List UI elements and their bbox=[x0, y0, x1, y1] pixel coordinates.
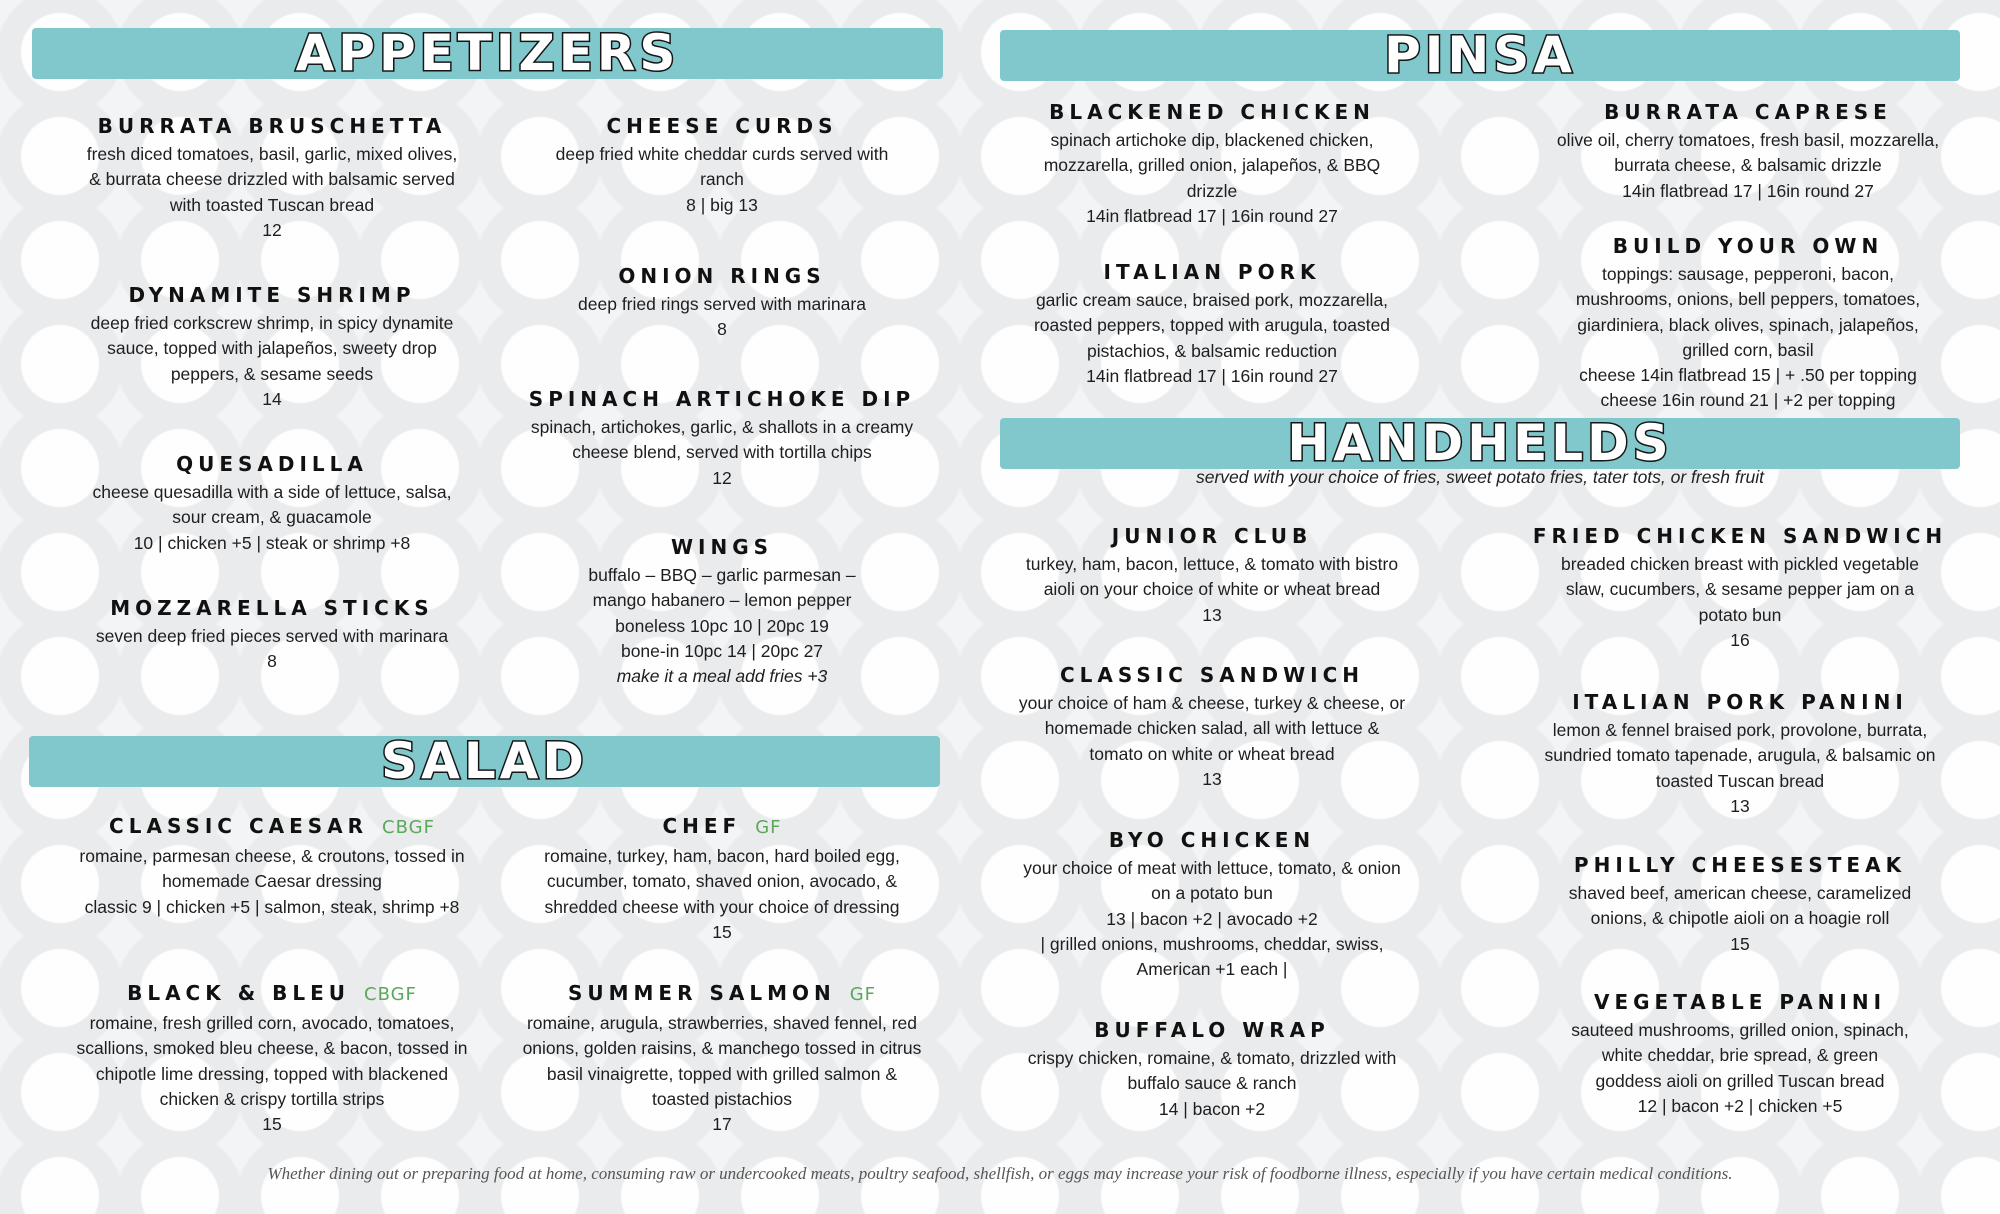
handhelds-item bbox=[1520, 688, 1960, 819]
item-description-line: toppings: sausage, pepperoni, bacon, bbox=[1602, 264, 1894, 284]
salad-item bbox=[52, 812, 492, 920]
item-description-line: & burrata cheese drizzled with balsamic served bbox=[89, 169, 455, 190]
item-name bbox=[1520, 522, 1960, 550]
item-name-text: ONION RINGS bbox=[618, 264, 826, 288]
item-description-line: seven deep fried pieces served with marinara bbox=[95, 626, 449, 646]
item-description-line: onions, golden raisins, & manchego tossed in citrus bbox=[522, 1038, 922, 1059]
item-description-line: turkey, ham, bacon, lettuce, & tomato with bistro bbox=[1025, 554, 1399, 574]
appetizers-item bbox=[502, 262, 942, 343]
item-name-text: WINGS bbox=[670, 535, 774, 559]
item-name-text: ITALIAN PORK PANINI bbox=[1572, 690, 1908, 714]
item-name-text: BLACKENED CHICKEN bbox=[1049, 100, 1375, 124]
item-name bbox=[992, 661, 1432, 689]
item-name bbox=[1520, 851, 1960, 879]
item-description-line: bone-in 10pc 14 | 20pc 27 bbox=[620, 640, 824, 661]
salad-item bbox=[502, 979, 942, 1137]
appetizers-item bbox=[52, 594, 492, 675]
item-description-line: 14in flatbread 17 | 16in round 27 bbox=[1086, 365, 1338, 386]
diet-tag: CBGF bbox=[382, 817, 435, 838]
appetizers-item bbox=[502, 112, 942, 218]
item-name bbox=[992, 522, 1432, 550]
item-description-line: chipotle lime dressing, topped with blackened bbox=[95, 1063, 449, 1084]
item-description-line: drizzle bbox=[1186, 180, 1238, 201]
item-name-text: PHILLY CHEESESTEAK bbox=[1573, 853, 1907, 877]
item-description-line: burrata cheese, & balsamic drizzle bbox=[1614, 155, 1882, 176]
item-name-text: VEGETABLE PANINI bbox=[1593, 990, 1887, 1014]
item-name-text: BURRATA CAPRESE bbox=[1604, 100, 1892, 124]
item-description-line: on a potato bun bbox=[1151, 883, 1273, 904]
item-description-line: with toasted Tuscan bread bbox=[169, 194, 375, 215]
item-description-line: roasted peppers, topped with arugula, toasted bbox=[1033, 315, 1391, 336]
item-description-line: mushrooms, onions, bell peppers, tomatoes, bbox=[1575, 289, 1921, 310]
item-description-line: American +1 each | bbox=[1136, 959, 1288, 980]
item-description-line: your choice of meat with lettuce, tomato, & onion bbox=[1023, 858, 1401, 878]
item-name-text: ITALIAN PORK bbox=[1103, 260, 1321, 284]
item-description-line: breaded chicken breast with pickled vegetable bbox=[1561, 554, 1919, 574]
item-name-text: BUILD YOUR OWN bbox=[1612, 234, 1884, 258]
food-safety-disclaimer: Whether dining out or preparing food at home, consuming raw or undercooked meats, poultry seafood, shellfish, or eggs may increase your risk of foodborne illness, especially if you have certain medical conditions. bbox=[267, 1164, 1733, 1183]
item-description-line: 15 bbox=[712, 921, 732, 942]
item-name bbox=[502, 385, 942, 413]
item-name bbox=[992, 258, 1432, 286]
item-description-line: deep fried white cheddar curds served with bbox=[555, 144, 889, 164]
item-name bbox=[52, 812, 492, 842]
item-description-line: olive oil, cherry tomatoes, fresh basil, mozzarella, bbox=[1556, 130, 1940, 150]
handhelds-banner bbox=[1000, 414, 1960, 472]
item-description-line: peppers, & sesame seeds bbox=[170, 363, 374, 384]
item-description-line: white cheddar, brie spread, & green bbox=[1601, 1045, 1879, 1066]
item-description-line: chicken & crispy tortilla strips bbox=[159, 1088, 385, 1109]
item-name bbox=[1520, 688, 1960, 716]
item-description-line: romaine, fresh grilled corn, avocado, tomatoes, bbox=[89, 1013, 455, 1033]
item-description-line: 14in flatbread 17 | 16in round 27 bbox=[1086, 205, 1338, 226]
item-description-line: homemade Caesar dressing bbox=[162, 871, 382, 892]
item-name-text: BLACK & BLEU bbox=[127, 981, 350, 1005]
item-name bbox=[502, 533, 942, 561]
salad-title: SALAD bbox=[381, 732, 588, 790]
item-name bbox=[502, 979, 942, 1009]
pinsa-item bbox=[1528, 98, 1968, 204]
item-description-line: pistachios, & balsamic reduction bbox=[1087, 340, 1337, 361]
item-name-text: SUMMER SALMON bbox=[567, 981, 836, 1005]
pinsa-item bbox=[1528, 232, 1968, 414]
diet-tag: GF bbox=[849, 984, 877, 1005]
item-description-line: 13 bbox=[1730, 795, 1750, 816]
item-description-line: sundried tomato tapenade, arugula, & balsamic on bbox=[1544, 745, 1936, 766]
item-note: make it a meal add fries +3 bbox=[616, 666, 828, 687]
item-description-line: romaine, parmesan cheese, & croutons, tossed in bbox=[79, 846, 465, 866]
item-name bbox=[52, 450, 492, 478]
item-description-line: cheese blend, served with tortilla chips bbox=[572, 442, 872, 463]
item-description-line: buffalo – BBQ – garlic parmesan – bbox=[588, 565, 856, 585]
item-description-line: sauteed mushrooms, grilled onion, spinach, bbox=[1571, 1020, 1909, 1040]
item-description-line: deep fried rings served with marinara bbox=[578, 294, 866, 314]
item-description-line: toasted pistachios bbox=[651, 1088, 793, 1109]
item-description-line: deep fried corkscrew shrimp, in spicy dynamite bbox=[90, 313, 454, 333]
item-description-line: cheese quesadilla with a side of lettuce, salsa, bbox=[92, 482, 452, 502]
item-description-line: 15 bbox=[1730, 933, 1750, 954]
item-name-text: DYNAMITE SHRIMP bbox=[128, 283, 416, 307]
item-description-line: cucumber, tomato, shaved onion, avocado, & bbox=[546, 871, 898, 892]
item-description-line: cheese 14in flatbread 15 | + .50 per topping bbox=[1579, 365, 1917, 386]
item-description-line: 13 | bacon +2 | avocado +2 bbox=[1106, 908, 1318, 929]
item-description-line: garlic cream sauce, braised pork, mozzarella, bbox=[1035, 290, 1389, 310]
item-name bbox=[502, 112, 942, 140]
item-name bbox=[52, 281, 492, 309]
handhelds-item bbox=[1520, 988, 1960, 1119]
item-description-line: fresh diced tomatoes, basil, garlic, mixed olives, bbox=[86, 144, 458, 164]
handhelds-item bbox=[992, 826, 1432, 982]
item-description-line: potato bun bbox=[1698, 604, 1782, 625]
appetizers-item bbox=[52, 281, 492, 412]
item-description-line: tomato on white or wheat bread bbox=[1089, 743, 1335, 764]
item-description-line: 8 bbox=[717, 319, 727, 340]
item-name-text: JUNIOR CLUB bbox=[1111, 524, 1313, 548]
salad-banner bbox=[29, 732, 940, 790]
item-name-text: CHEF bbox=[662, 814, 742, 838]
item-description-line: toasted Tuscan bread bbox=[1655, 770, 1825, 791]
item-description-line: crispy chicken, romaine, & tomato, drizzled with bbox=[1027, 1048, 1397, 1068]
salad-item bbox=[52, 979, 492, 1137]
pinsa-item bbox=[992, 98, 1432, 229]
item-description-line: sauce, topped with jalapeños, sweety drop bbox=[107, 338, 437, 359]
item-name bbox=[52, 112, 492, 140]
item-name-text: FRIED CHICKEN SANDWICH bbox=[1532, 524, 1948, 548]
item-name-text: CLASSIC CAESAR bbox=[109, 814, 369, 838]
item-description-line: sour cream, & guacamole bbox=[172, 507, 372, 528]
item-description-line: spinach artichoke dip, blackened chicken, bbox=[1050, 130, 1374, 150]
item-description-line: 13 bbox=[1202, 604, 1222, 625]
appetizers-banner bbox=[32, 24, 943, 82]
item-description-line: | grilled onions, mushrooms, cheddar, swiss, bbox=[1040, 933, 1384, 954]
item-description-line: 13 bbox=[1202, 768, 1222, 789]
pinsa-banner bbox=[1000, 26, 1960, 84]
item-description-line: homemade chicken salad, all with lettuce & bbox=[1044, 718, 1380, 739]
item-description-line: 12 bbox=[712, 467, 732, 488]
item-description-line: 16 bbox=[1730, 629, 1750, 650]
item-description-line: classic 9 | chicken +5 | salmon, steak, shrimp +8 bbox=[84, 896, 460, 917]
item-name bbox=[992, 98, 1432, 126]
item-name bbox=[1520, 988, 1960, 1016]
item-description-line: basil vinaigrette, topped with grilled salmon & bbox=[546, 1063, 898, 1084]
handhelds-subtitle: served with your choice of fries, sweet potato fries, tater tots, or fresh fruit bbox=[1195, 467, 1764, 487]
handhelds-item bbox=[992, 522, 1432, 628]
item-name bbox=[1528, 232, 1968, 260]
item-name bbox=[502, 812, 942, 842]
item-description-line: 12 | bacon +2 | chicken +5 bbox=[1637, 1095, 1843, 1116]
item-description-line: your choice of ham & cheese, turkey & cheese, or bbox=[1018, 693, 1406, 713]
item-description-line: mozzarella, grilled onion, jalapeños, & BBQ bbox=[1043, 155, 1381, 176]
item-name bbox=[52, 979, 492, 1009]
appetizers-item bbox=[52, 450, 492, 556]
item-description-line: mango habanero – lemon pepper bbox=[592, 590, 852, 611]
appetizers-item bbox=[502, 533, 942, 689]
item-description-line: ranch bbox=[700, 169, 744, 190]
salad-item bbox=[502, 812, 942, 945]
item-name-text: CLASSIC SANDWICH bbox=[1059, 663, 1365, 687]
item-name-text: QUESADILLA bbox=[176, 452, 368, 476]
appetizers-item bbox=[502, 385, 942, 491]
pinsa-title: PINSA bbox=[1384, 26, 1576, 84]
item-name bbox=[502, 262, 942, 290]
item-name-text: MOZZARELLA STICKS bbox=[110, 596, 434, 620]
item-description-line: cheese 16in round 21 | +2 per topping bbox=[1600, 390, 1896, 411]
item-description-line: lemon & fennel braised pork, provolone, burrata, bbox=[1552, 720, 1928, 740]
item-description-line: spinach, artichokes, garlic, & shallots in a creamy bbox=[530, 417, 914, 437]
item-description-line: romaine, turkey, ham, bacon, hard boiled egg, bbox=[544, 846, 900, 866]
item-description-line: 8 | big 13 bbox=[686, 194, 758, 215]
item-description-line: grilled corn, basil bbox=[1682, 339, 1814, 360]
item-description-line: 17 bbox=[712, 1114, 732, 1135]
handhelds-title: HANDHELDS bbox=[1287, 414, 1673, 472]
item-description-line: 15 bbox=[262, 1114, 282, 1135]
item-description-line: shaved beef, american cheese, caramelized bbox=[1568, 883, 1912, 903]
pinsa-item bbox=[992, 258, 1432, 389]
appetizers-item bbox=[52, 112, 492, 243]
item-description-line: buffalo sauce & ranch bbox=[1127, 1073, 1297, 1094]
item-name bbox=[52, 594, 492, 622]
item-description-line: giardiniera, black olives, spinach, jalapeños, bbox=[1577, 314, 1919, 335]
item-description-line: boneless 10pc 10 | 20pc 19 bbox=[615, 615, 829, 636]
item-description-line: onions, & chipotle aioli on a hoagie roll bbox=[1590, 908, 1890, 929]
handhelds-item bbox=[992, 1016, 1432, 1122]
item-description-line: 12 bbox=[262, 219, 282, 240]
appetizers-title: APPETIZERS bbox=[295, 24, 680, 82]
item-description-line: 14 bbox=[262, 388, 282, 409]
item-name bbox=[1528, 98, 1968, 126]
item-description-line: 14 | bacon +2 bbox=[1158, 1098, 1266, 1119]
item-name-text: BURRATA BRUSCHETTA bbox=[97, 114, 447, 138]
item-description-line: goddess aioli on grilled Tuscan bread bbox=[1595, 1070, 1885, 1091]
item-name-text: BUFFALO WRAP bbox=[1094, 1018, 1330, 1042]
item-name bbox=[992, 826, 1432, 854]
item-description-line: slaw, cucumbers, & sesame pepper jam on a bbox=[1565, 579, 1915, 600]
handhelds-item bbox=[1520, 522, 1960, 653]
item-description-line: shredded cheese with your choice of dressing bbox=[544, 896, 900, 917]
item-name-text: BYO CHICKEN bbox=[1108, 828, 1316, 852]
handhelds-item bbox=[1520, 851, 1960, 957]
item-name bbox=[992, 1016, 1432, 1044]
diet-tag: GF bbox=[755, 817, 782, 838]
item-name-text: CHEESE CURDS bbox=[606, 114, 838, 138]
item-description-line: 10 | chicken +5 | steak or shrimp +8 bbox=[133, 532, 411, 553]
diet-tag: CBGF bbox=[364, 984, 417, 1005]
item-name-text: SPINACH ARTICHOKE DIP bbox=[528, 387, 916, 411]
item-description-line: romaine, arugula, strawberries, shaved fennel, red bbox=[526, 1013, 918, 1033]
item-description-line: 14in flatbread 17 | 16in round 27 bbox=[1622, 180, 1874, 201]
item-description-line: scallions, smoked bleu cheese, & bacon, tossed in bbox=[76, 1038, 468, 1059]
handhelds-item bbox=[992, 661, 1432, 792]
item-description-line: aioli on your choice of white or wheat bread bbox=[1043, 579, 1381, 600]
item-description-line: 8 bbox=[267, 651, 277, 672]
